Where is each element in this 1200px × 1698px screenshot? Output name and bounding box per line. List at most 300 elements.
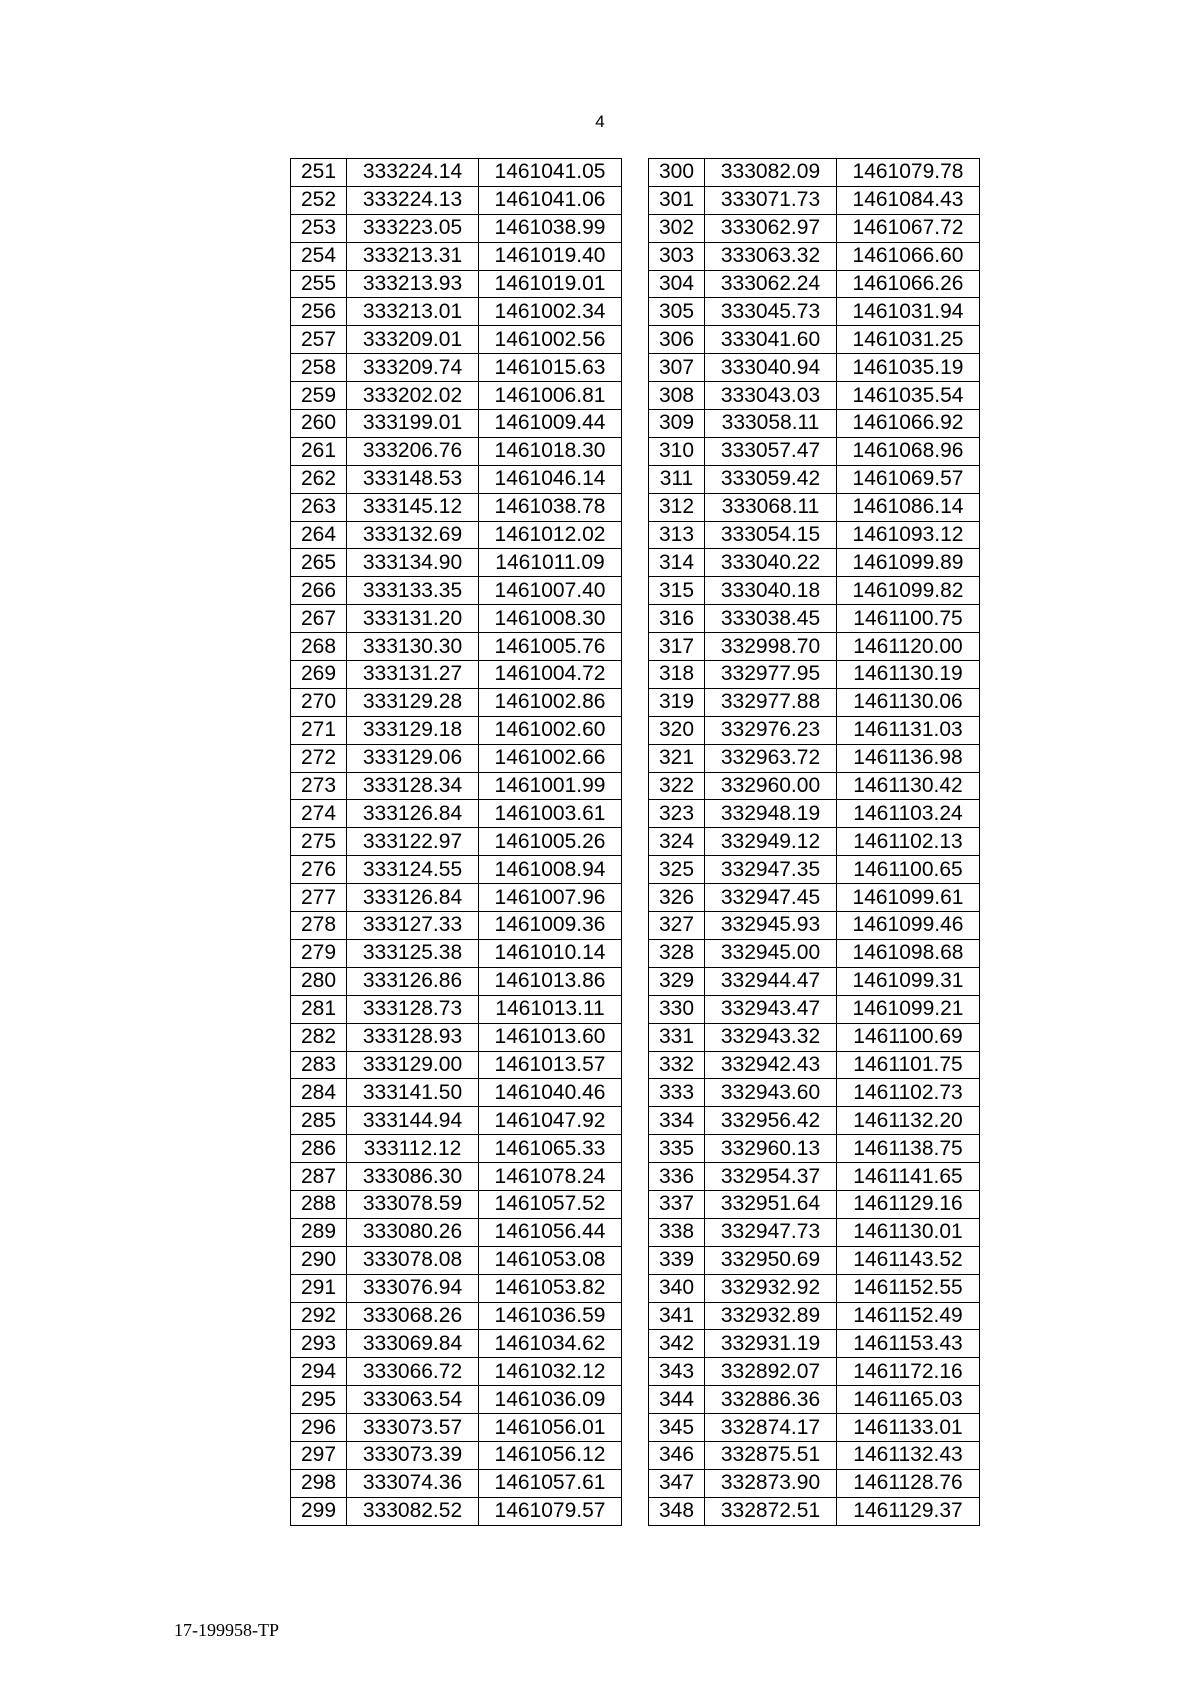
x-coordinate-cell: 333130.30 <box>347 633 479 661</box>
point-number-cell: 295 <box>291 1386 347 1414</box>
x-coordinate-cell: 333126.84 <box>347 884 479 912</box>
table-row <box>649 549 980 577</box>
table-row <box>291 967 622 995</box>
table-row <box>649 382 980 410</box>
point-number-cell: 287 <box>291 1163 347 1191</box>
table-row <box>291 1330 622 1358</box>
point-number-cell: 335 <box>649 1135 705 1163</box>
point-number-cell: 317 <box>649 633 705 661</box>
x-coordinate-cell: 333054.15 <box>705 521 837 549</box>
x-coordinate-cell: 333133.35 <box>347 577 479 605</box>
x-coordinate-cell: 333086.30 <box>347 1163 479 1191</box>
y-coordinate-cell: 1461008.30 <box>479 605 622 633</box>
table-row <box>291 912 622 940</box>
point-number-cell: 342 <box>649 1330 705 1358</box>
x-coordinate-cell: 332956.42 <box>705 1107 837 1135</box>
x-coordinate-cell: 333224.14 <box>347 159 479 187</box>
x-coordinate-cell: 333224.13 <box>347 186 479 214</box>
point-number-cell: 320 <box>649 716 705 744</box>
table-row <box>291 1469 622 1497</box>
y-coordinate-cell: 1461031.25 <box>837 326 980 354</box>
point-number-cell: 285 <box>291 1107 347 1135</box>
table-row <box>291 716 622 744</box>
point-number-cell: 308 <box>649 382 705 410</box>
y-coordinate-cell: 1461009.44 <box>479 410 622 438</box>
point-number-cell: 298 <box>291 1469 347 1497</box>
x-coordinate-cell: 332960.13 <box>705 1135 837 1163</box>
point-number-cell: 330 <box>649 995 705 1023</box>
y-coordinate-cell: 1461093.12 <box>837 521 980 549</box>
table-row <box>291 1386 622 1414</box>
table-row <box>649 242 980 270</box>
x-coordinate-cell: 332945.93 <box>705 912 837 940</box>
point-number-cell: 256 <box>291 298 347 326</box>
y-coordinate-cell: 1461053.08 <box>479 1246 622 1274</box>
y-coordinate-cell: 1461035.19 <box>837 354 980 382</box>
x-coordinate-cell: 332949.12 <box>705 828 837 856</box>
document-reference: 17-199958-TP <box>174 1620 279 1640</box>
point-number-cell: 299 <box>291 1497 347 1525</box>
y-coordinate-cell: 1461002.66 <box>479 744 622 772</box>
point-number-cell: 272 <box>291 744 347 772</box>
point-number-cell: 322 <box>649 772 705 800</box>
point-number-cell: 300 <box>649 159 705 187</box>
x-coordinate-cell: 333148.53 <box>347 465 479 493</box>
y-coordinate-cell: 1461141.65 <box>837 1163 980 1191</box>
y-coordinate-cell: 1461002.60 <box>479 716 622 744</box>
y-coordinate-cell: 1461038.78 <box>479 493 622 521</box>
y-coordinate-cell: 1461008.94 <box>479 856 622 884</box>
y-coordinate-cell: 1461103.24 <box>837 800 980 828</box>
point-number-cell: 316 <box>649 605 705 633</box>
table-row <box>649 1246 980 1274</box>
y-coordinate-cell: 1461019.01 <box>479 270 622 298</box>
point-number-cell: 323 <box>649 800 705 828</box>
x-coordinate-cell: 333128.93 <box>347 1023 479 1051</box>
table-row <box>291 1246 622 1274</box>
table-row <box>291 577 622 605</box>
y-coordinate-cell: 1461100.65 <box>837 856 980 884</box>
x-coordinate-cell: 333069.84 <box>347 1330 479 1358</box>
x-coordinate-cell: 333112.12 <box>347 1135 479 1163</box>
point-number-cell: 286 <box>291 1135 347 1163</box>
coordinate-table-right-body <box>649 159 980 1526</box>
point-number-cell: 307 <box>649 354 705 382</box>
point-number-cell: 263 <box>291 493 347 521</box>
point-number-cell: 288 <box>291 1190 347 1218</box>
x-coordinate-cell: 332872.51 <box>705 1497 837 1525</box>
point-number-cell: 271 <box>291 716 347 744</box>
table-row <box>649 1190 980 1218</box>
table-row <box>291 1163 622 1191</box>
x-coordinate-cell: 333073.39 <box>347 1441 479 1469</box>
point-number-cell: 315 <box>649 577 705 605</box>
table-row <box>291 1079 622 1107</box>
point-number-cell: 313 <box>649 521 705 549</box>
table-row <box>291 326 622 354</box>
point-number-cell: 347 <box>649 1469 705 1497</box>
table-row <box>291 884 622 912</box>
table-row <box>649 326 980 354</box>
x-coordinate-cell: 332874.17 <box>705 1414 837 1442</box>
point-number-cell: 324 <box>649 828 705 856</box>
table-row <box>291 744 622 772</box>
table-row <box>291 242 622 270</box>
table-row <box>649 995 980 1023</box>
x-coordinate-cell: 332875.51 <box>705 1441 837 1469</box>
point-number-cell: 325 <box>649 856 705 884</box>
y-coordinate-cell: 1461067.72 <box>837 214 980 242</box>
x-coordinate-cell: 332943.47 <box>705 995 837 1023</box>
point-number-cell: 253 <box>291 214 347 242</box>
y-coordinate-cell: 1461005.26 <box>479 828 622 856</box>
y-coordinate-cell: 1461041.06 <box>479 186 622 214</box>
x-coordinate-cell: 333209.01 <box>347 326 479 354</box>
y-coordinate-cell: 1461132.43 <box>837 1441 980 1469</box>
table-row <box>649 967 980 995</box>
table-row <box>291 437 622 465</box>
x-coordinate-cell: 332977.95 <box>705 661 837 689</box>
y-coordinate-cell: 1461038.99 <box>479 214 622 242</box>
y-coordinate-cell: 1461056.44 <box>479 1218 622 1246</box>
point-number-cell: 309 <box>649 410 705 438</box>
y-coordinate-cell: 1461007.96 <box>479 884 622 912</box>
y-coordinate-cell: 1461152.49 <box>837 1302 980 1330</box>
x-coordinate-cell: 333209.74 <box>347 354 479 382</box>
point-number-cell: 326 <box>649 884 705 912</box>
table-row <box>649 884 980 912</box>
page-number: 4 <box>595 112 605 131</box>
x-coordinate-cell: 332960.00 <box>705 772 837 800</box>
y-coordinate-cell: 1461099.82 <box>837 577 980 605</box>
table-row <box>649 1358 980 1386</box>
table-row <box>649 1469 980 1497</box>
x-coordinate-cell: 333213.31 <box>347 242 479 270</box>
x-coordinate-cell: 332943.60 <box>705 1079 837 1107</box>
point-number-cell: 332 <box>649 1051 705 1079</box>
x-coordinate-cell: 332943.32 <box>705 1023 837 1051</box>
table-row <box>649 912 980 940</box>
coordinate-table-left <box>290 158 622 1526</box>
table-row <box>649 744 980 772</box>
x-coordinate-cell: 333082.09 <box>705 159 837 187</box>
y-coordinate-cell: 1461130.19 <box>837 661 980 689</box>
y-coordinate-cell: 1461132.20 <box>837 1107 980 1135</box>
y-coordinate-cell: 1461002.86 <box>479 688 622 716</box>
y-coordinate-cell: 1461002.56 <box>479 326 622 354</box>
x-coordinate-cell: 333078.59 <box>347 1190 479 1218</box>
x-coordinate-cell: 333074.36 <box>347 1469 479 1497</box>
x-coordinate-cell: 332976.23 <box>705 716 837 744</box>
point-number-cell: 312 <box>649 493 705 521</box>
y-coordinate-cell: 1461086.14 <box>837 493 980 521</box>
table-row <box>649 521 980 549</box>
x-coordinate-cell: 332947.73 <box>705 1218 837 1246</box>
table-row <box>291 1107 622 1135</box>
y-coordinate-cell: 1461102.13 <box>837 828 980 856</box>
table-row <box>649 716 980 744</box>
point-number-cell: 341 <box>649 1302 705 1330</box>
table-row <box>291 800 622 828</box>
x-coordinate-cell: 333134.90 <box>347 549 479 577</box>
y-coordinate-cell: 1461131.03 <box>837 716 980 744</box>
point-number-cell: 337 <box>649 1190 705 1218</box>
y-coordinate-cell: 1461040.46 <box>479 1079 622 1107</box>
point-number-cell: 304 <box>649 270 705 298</box>
y-coordinate-cell: 1461001.99 <box>479 772 622 800</box>
y-coordinate-cell: 1461011.09 <box>479 549 622 577</box>
point-number-cell: 294 <box>291 1358 347 1386</box>
point-number-cell: 310 <box>649 437 705 465</box>
point-number-cell: 289 <box>291 1218 347 1246</box>
y-coordinate-cell: 1461100.69 <box>837 1023 980 1051</box>
point-number-cell: 270 <box>291 688 347 716</box>
x-coordinate-cell: 333132.69 <box>347 521 479 549</box>
point-number-cell: 262 <box>291 465 347 493</box>
point-number-cell: 274 <box>291 800 347 828</box>
y-coordinate-cell: 1461066.60 <box>837 242 980 270</box>
y-coordinate-cell: 1461019.40 <box>479 242 622 270</box>
table-row <box>649 354 980 382</box>
table-row <box>649 270 980 298</box>
point-number-cell: 291 <box>291 1274 347 1302</box>
x-coordinate-cell: 332945.00 <box>705 939 837 967</box>
x-coordinate-cell: 332932.89 <box>705 1302 837 1330</box>
table-row <box>291 1274 622 1302</box>
y-coordinate-cell: 1461010.14 <box>479 939 622 967</box>
point-number-cell: 343 <box>649 1358 705 1386</box>
y-coordinate-cell: 1461099.31 <box>837 967 980 995</box>
table-row <box>291 1441 622 1469</box>
y-coordinate-cell: 1461099.89 <box>837 549 980 577</box>
table-row <box>291 1218 622 1246</box>
table-row <box>649 159 980 187</box>
table-row <box>291 1497 622 1525</box>
point-number-cell: 305 <box>649 298 705 326</box>
point-number-cell: 258 <box>291 354 347 382</box>
table-row <box>649 939 980 967</box>
x-coordinate-cell: 333129.00 <box>347 1051 479 1079</box>
y-coordinate-cell: 1461102.73 <box>837 1079 980 1107</box>
table-row <box>291 410 622 438</box>
point-number-cell: 282 <box>291 1023 347 1051</box>
y-coordinate-cell: 1461005.76 <box>479 633 622 661</box>
y-coordinate-cell: 1461031.94 <box>837 298 980 326</box>
x-coordinate-cell: 333057.47 <box>705 437 837 465</box>
y-coordinate-cell: 1461120.00 <box>837 633 980 661</box>
y-coordinate-cell: 1461084.43 <box>837 186 980 214</box>
x-coordinate-cell: 332892.07 <box>705 1358 837 1386</box>
x-coordinate-cell: 333073.57 <box>347 1414 479 1442</box>
x-coordinate-cell: 333063.54 <box>347 1386 479 1414</box>
table-row <box>291 939 622 967</box>
table-row <box>649 577 980 605</box>
x-coordinate-cell: 333071.73 <box>705 186 837 214</box>
point-number-cell: 254 <box>291 242 347 270</box>
x-coordinate-cell: 332947.35 <box>705 856 837 884</box>
y-coordinate-cell: 1461098.68 <box>837 939 980 967</box>
point-number-cell: 275 <box>291 828 347 856</box>
table-row <box>291 1358 622 1386</box>
x-coordinate-cell: 333062.24 <box>705 270 837 298</box>
y-coordinate-cell: 1461136.98 <box>837 744 980 772</box>
y-coordinate-cell: 1461004.72 <box>479 661 622 689</box>
y-coordinate-cell: 1461013.60 <box>479 1023 622 1051</box>
table-row <box>291 1135 622 1163</box>
table-row <box>649 493 980 521</box>
point-number-cell: 267 <box>291 605 347 633</box>
table-row <box>649 772 980 800</box>
point-number-cell: 276 <box>291 856 347 884</box>
x-coordinate-cell: 333080.26 <box>347 1218 479 1246</box>
table-row <box>649 465 980 493</box>
point-number-cell: 283 <box>291 1051 347 1079</box>
y-coordinate-cell: 1461143.52 <box>837 1246 980 1274</box>
x-coordinate-cell: 333129.28 <box>347 688 479 716</box>
table-row <box>649 214 980 242</box>
point-number-cell: 278 <box>291 912 347 940</box>
table-row <box>291 465 622 493</box>
y-coordinate-cell: 1461172.16 <box>837 1358 980 1386</box>
point-number-cell: 327 <box>649 912 705 940</box>
point-number-cell: 345 <box>649 1414 705 1442</box>
table-row <box>649 1414 980 1442</box>
x-coordinate-cell: 333038.45 <box>705 605 837 633</box>
table-row <box>649 800 980 828</box>
point-number-cell: 311 <box>649 465 705 493</box>
y-coordinate-cell: 1461003.61 <box>479 800 622 828</box>
point-number-cell: 268 <box>291 633 347 661</box>
point-number-cell: 344 <box>649 1386 705 1414</box>
x-coordinate-cell: 332998.70 <box>705 633 837 661</box>
table-row <box>649 1330 980 1358</box>
table-row <box>291 828 622 856</box>
y-coordinate-cell: 1461068.96 <box>837 437 980 465</box>
point-number-cell: 260 <box>291 410 347 438</box>
table-row <box>291 270 622 298</box>
table-row <box>649 186 980 214</box>
point-number-cell: 277 <box>291 884 347 912</box>
table-row <box>649 1107 980 1135</box>
x-coordinate-cell: 333040.22 <box>705 549 837 577</box>
x-coordinate-cell: 333082.52 <box>347 1497 479 1525</box>
point-number-cell: 340 <box>649 1274 705 1302</box>
point-number-cell: 302 <box>649 214 705 242</box>
x-coordinate-cell: 333141.50 <box>347 1079 479 1107</box>
y-coordinate-cell: 1461057.61 <box>479 1469 622 1497</box>
x-coordinate-cell: 333213.93 <box>347 270 479 298</box>
y-coordinate-cell: 1461133.01 <box>837 1414 980 1442</box>
point-number-cell: 280 <box>291 967 347 995</box>
x-coordinate-cell: 333068.26 <box>347 1302 479 1330</box>
table-row <box>291 159 622 187</box>
y-coordinate-cell: 1461129.16 <box>837 1190 980 1218</box>
table-row <box>291 1190 622 1218</box>
x-coordinate-cell: 333202.02 <box>347 382 479 410</box>
y-coordinate-cell: 1461099.46 <box>837 912 980 940</box>
x-coordinate-cell: 333059.42 <box>705 465 837 493</box>
y-coordinate-cell: 1461036.59 <box>479 1302 622 1330</box>
point-number-cell: 336 <box>649 1163 705 1191</box>
x-coordinate-cell: 333128.34 <box>347 772 479 800</box>
y-coordinate-cell: 1461041.05 <box>479 159 622 187</box>
x-coordinate-cell: 333206.76 <box>347 437 479 465</box>
x-coordinate-cell: 333041.60 <box>705 326 837 354</box>
table-row <box>649 298 980 326</box>
point-number-cell: 255 <box>291 270 347 298</box>
y-coordinate-cell: 1461165.03 <box>837 1386 980 1414</box>
x-coordinate-cell: 332948.19 <box>705 800 837 828</box>
x-coordinate-cell: 333129.06 <box>347 744 479 772</box>
y-coordinate-cell: 1461047.92 <box>479 1107 622 1135</box>
table-row <box>291 772 622 800</box>
point-number-cell: 331 <box>649 1023 705 1051</box>
y-coordinate-cell: 1461002.34 <box>479 298 622 326</box>
table-row <box>291 1023 622 1051</box>
table-row <box>291 354 622 382</box>
y-coordinate-cell: 1461056.01 <box>479 1414 622 1442</box>
x-coordinate-cell: 333068.11 <box>705 493 837 521</box>
x-coordinate-cell: 333058.11 <box>705 410 837 438</box>
y-coordinate-cell: 1461128.76 <box>837 1469 980 1497</box>
table-row <box>291 688 622 716</box>
point-number-cell: 321 <box>649 744 705 772</box>
y-coordinate-cell: 1461057.52 <box>479 1190 622 1218</box>
table-row <box>649 1163 980 1191</box>
point-number-cell: 301 <box>649 186 705 214</box>
point-number-cell: 318 <box>649 661 705 689</box>
point-number-cell: 266 <box>291 577 347 605</box>
table-row <box>649 437 980 465</box>
point-number-cell: 339 <box>649 1246 705 1274</box>
table-row <box>291 186 622 214</box>
y-coordinate-cell: 1461079.57 <box>479 1497 622 1525</box>
y-coordinate-cell: 1461138.75 <box>837 1135 980 1163</box>
y-coordinate-cell: 1461018.30 <box>479 437 622 465</box>
point-number-cell: 269 <box>291 661 347 689</box>
table-row <box>291 995 622 1023</box>
x-coordinate-cell: 332954.37 <box>705 1163 837 1191</box>
point-number-cell: 259 <box>291 382 347 410</box>
point-number-cell: 296 <box>291 1414 347 1442</box>
y-coordinate-cell: 1461130.01 <box>837 1218 980 1246</box>
y-coordinate-cell: 1461015.63 <box>479 354 622 382</box>
point-number-cell: 290 <box>291 1246 347 1274</box>
point-number-cell: 306 <box>649 326 705 354</box>
point-number-cell: 319 <box>649 688 705 716</box>
x-coordinate-cell: 332932.92 <box>705 1274 837 1302</box>
y-coordinate-cell: 1461012.02 <box>479 521 622 549</box>
y-coordinate-cell: 1461006.81 <box>479 382 622 410</box>
point-number-cell: 284 <box>291 1079 347 1107</box>
x-coordinate-cell: 332951.64 <box>705 1190 837 1218</box>
table-row <box>649 633 980 661</box>
table-row <box>291 605 622 633</box>
table-row <box>291 493 622 521</box>
x-coordinate-cell: 332963.72 <box>705 744 837 772</box>
x-coordinate-cell: 333126.84 <box>347 800 479 828</box>
y-coordinate-cell: 1461130.42 <box>837 772 980 800</box>
x-coordinate-cell: 333040.94 <box>705 354 837 382</box>
x-coordinate-cell: 333043.03 <box>705 382 837 410</box>
x-coordinate-cell: 332873.90 <box>705 1469 837 1497</box>
table-row <box>649 1079 980 1107</box>
table-row <box>649 1386 980 1414</box>
point-number-cell: 328 <box>649 939 705 967</box>
table-row <box>291 298 622 326</box>
point-number-cell: 333 <box>649 1079 705 1107</box>
x-coordinate-cell: 332942.43 <box>705 1051 837 1079</box>
